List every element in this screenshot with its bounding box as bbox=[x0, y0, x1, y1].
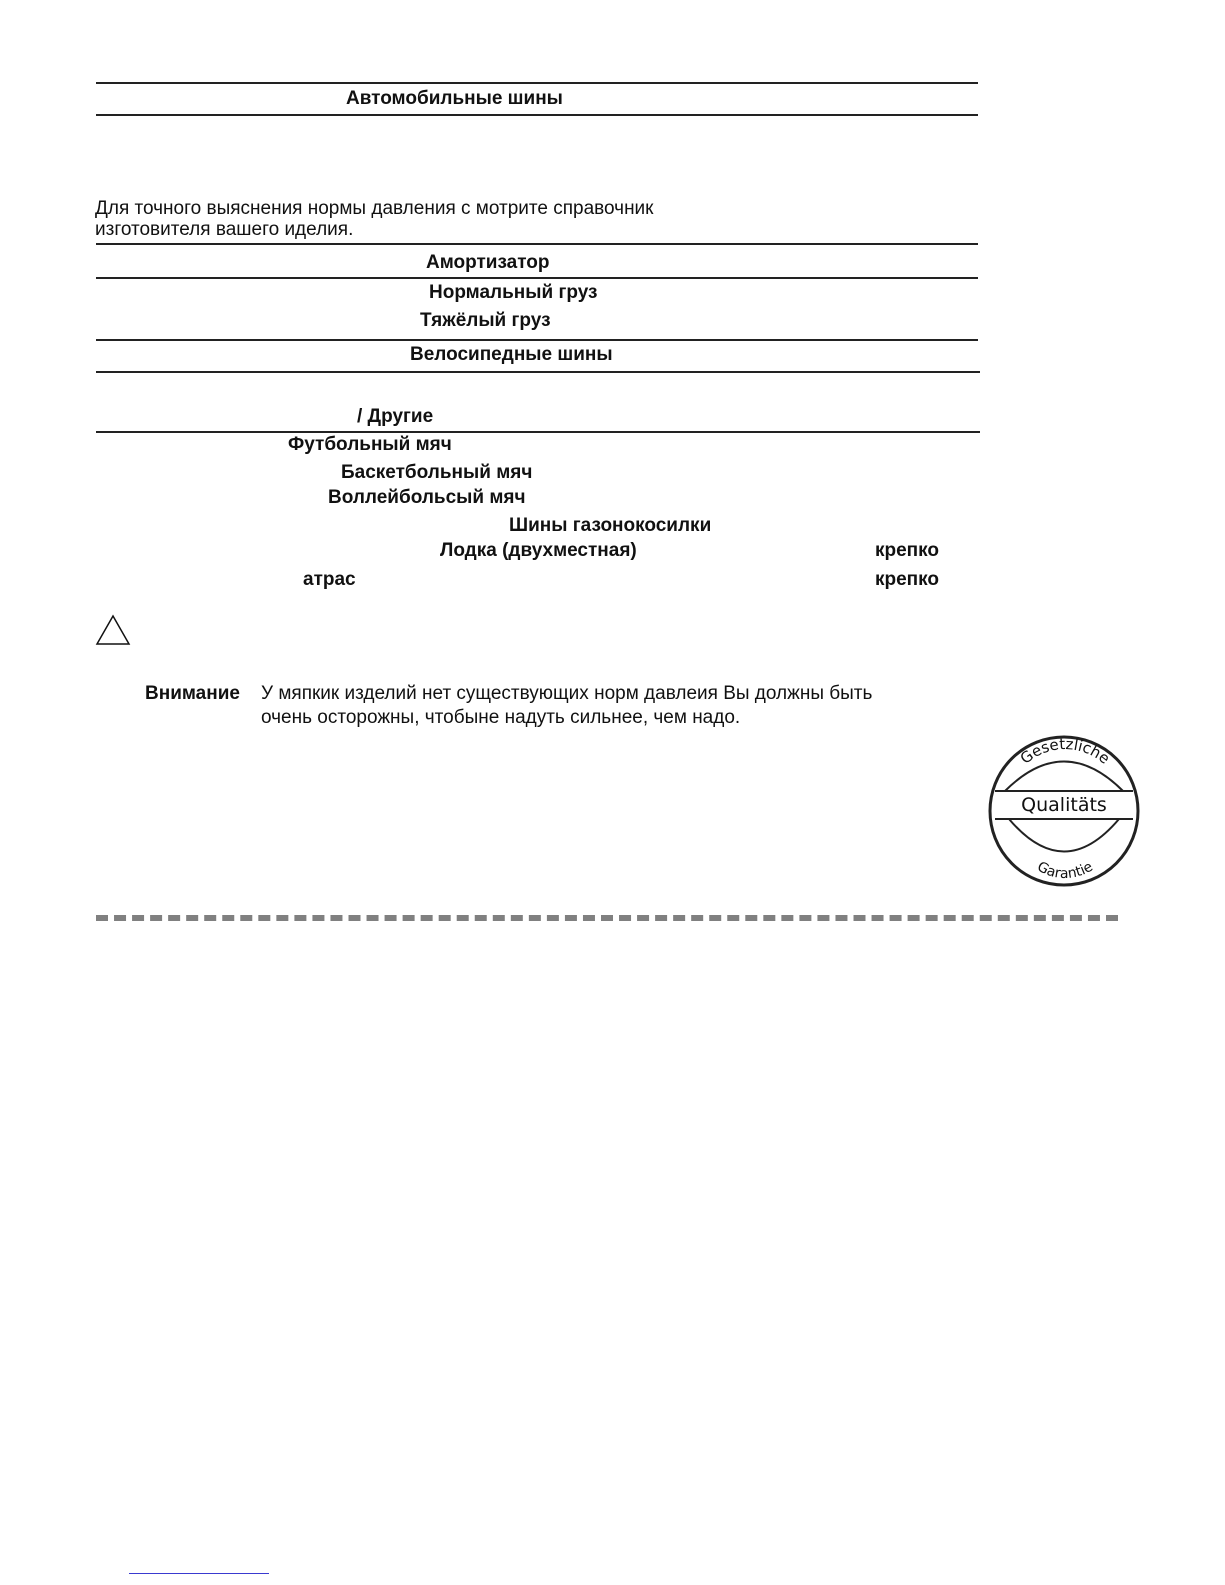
pressure-note: Для точного выяснения нормы давления с мотрите справочник изготовителя вашего иделия. bbox=[95, 198, 654, 240]
stamp-bottom-text: Garantie bbox=[1034, 858, 1096, 883]
stamp-middle-text: Qualitäts bbox=[1021, 794, 1107, 816]
normal-load-label: Нормальный груз bbox=[429, 282, 598, 303]
section-title-car-tires: Автомобильные шины bbox=[346, 88, 563, 109]
rule-top bbox=[96, 82, 978, 84]
section-title-other: / Другие bbox=[357, 406, 434, 427]
list-item-lawnmower-tires: Шины газонокосилки bbox=[509, 515, 712, 536]
rule-shock-top bbox=[96, 243, 978, 245]
list-item-boat-value: крепко bbox=[875, 540, 940, 561]
rule-other-bottom bbox=[96, 431, 980, 433]
stamp-top-text: Gesetzliche bbox=[1016, 735, 1114, 768]
list-item-volleyball: Воллейбольсый мяч bbox=[328, 487, 526, 508]
warning-text-line1: У мяпкик изделий нет существующих норм давлеия Вы должны быть bbox=[261, 683, 873, 704]
list-item-football: Футбольный мяч bbox=[288, 434, 452, 455]
rule-bicycle-bottom bbox=[96, 371, 980, 373]
quality-guarantee-stamp bbox=[987, 734, 1141, 888]
list-item-boat: Лодка (двухместная) bbox=[440, 540, 637, 561]
rule-bicycle-top bbox=[96, 339, 978, 341]
section-title-shock-absorber: Амортизатор bbox=[426, 252, 550, 273]
dashed-separator bbox=[96, 915, 1118, 921]
heavy-load-label: Тяжёлый груз bbox=[420, 310, 551, 331]
list-item-mattress-value: крепко bbox=[875, 569, 940, 590]
rule-car-tires-bottom bbox=[96, 114, 978, 116]
section-title-bicycle-tires: Велосипедные шины bbox=[410, 344, 613, 365]
footnote-line bbox=[129, 1573, 269, 1574]
warning-text-line2: очень осторожны, чтобыне надуть сильнее, чем надо. bbox=[261, 707, 741, 728]
rule-shock-bottom bbox=[96, 277, 978, 279]
warning-label: Внимание bbox=[145, 683, 240, 704]
warning-triangle-icon bbox=[95, 614, 131, 646]
list-item-mattress: атрас bbox=[303, 569, 356, 590]
list-item-basketball: Баскетбольный мяч bbox=[341, 462, 533, 483]
